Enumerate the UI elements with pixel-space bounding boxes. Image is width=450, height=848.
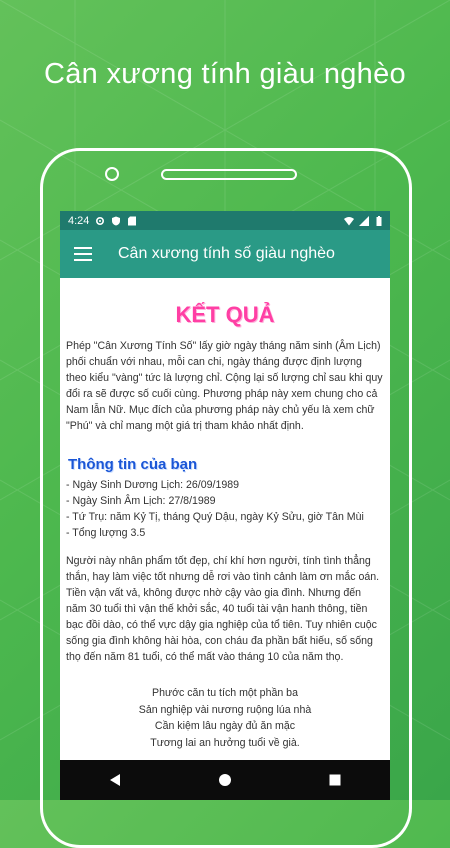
home-icon[interactable] <box>217 772 233 788</box>
gear-icon <box>95 216 105 226</box>
result-content[interactable] <box>60 278 390 751</box>
total-weight-line: - Tổng lượng 3.5 <box>66 527 146 539</box>
poem-line: Sản nghiệp vài nương ruộng lúa nhà <box>138 703 312 716</box>
poem-line: Phước căn tu tích một phần ba <box>152 687 298 699</box>
phone-camera <box>105 167 119 181</box>
info-heading: Thông tin của bạn <box>68 456 198 473</box>
status-bar <box>60 211 390 230</box>
intro-paragraph: Phép "Cân Xương Tính Số" lấy giờ ngày tháng năm sinh (Âm Lịch) phối chuẩn với nhau, mỗi can chi, ngày tháng được định lượng theo kiểu "vàng" tức là lượng chỉ. Cộng lại số lượng chỉ sau khi quy đổi ra sẽ được số cuối cùng. Phương pháp này xem chung cho cả Nam lẫn Nữ. Mục đích của phương pháp này chủ yếu là xem chữ "Phú" và chỉ mang một giá trị tham khảo nhất định. <box>66 340 383 432</box>
app-bar <box>60 230 390 278</box>
promo-headline: Cân xương tính giàu nghèo <box>44 58 406 90</box>
phone-speaker <box>161 169 297 180</box>
fortune-poem <box>66 685 384 751</box>
app-bar-title: Cân xương tính số giàu nghèo <box>118 245 335 262</box>
shield-icon <box>111 216 121 226</box>
sd-card-icon <box>127 216 137 226</box>
result-heading: KẾT QUẢ <box>175 302 275 327</box>
back-icon[interactable] <box>107 772 123 788</box>
poem-line: Tương lai an hưởng tuổi về già. <box>150 736 300 749</box>
solar-birthdate-line: - Ngày Sinh Dương Lịch: 26/09/1989 <box>66 479 240 491</box>
navigation-bar <box>60 760 390 800</box>
phone-screen <box>60 211 390 800</box>
four-pillars-line: - Tứ Trụ: năm Kỷ Tị, tháng Quý Dậu, ngày Kỷ Sửu, giờ Tân Mùi <box>66 511 364 523</box>
poem-line: Cần kiệm lâu ngày đủ ăn mặc <box>154 720 296 732</box>
battery-icon <box>374 216 384 226</box>
hamburger-menu-icon[interactable] <box>74 247 92 261</box>
status-time: 4:24 <box>68 214 90 227</box>
lunar-birthdate-line: - Ngày Sinh Âm Lịch: 27/8/1989 <box>66 495 216 507</box>
signal-icon <box>359 216 369 226</box>
wifi-icon <box>344 216 354 226</box>
recents-icon[interactable] <box>327 772 343 788</box>
fortune-description: Người này nhân phẩm tốt đẹp, chí khí hơn người, tính tình thẳng thắn, hay làm việc tốt nhưng dễ rơi vào tình cảnh làm ơn mắc oán. Tiền vận vất vả, không được nhờ cậy vào gia đình. Nhưng đến năm 30 tuổi thì vận thế khởi sắc, 40 tuổi tài vận hanh thông, tiền bạc đồi dào, có thể vực dậy gia nghiệp của tổ tiên. Tuy nhiên cuộc sống gia đình không hài hòa, con cháu đa phần bất hiếu, số sống thọ đến năm 81 tuổi, có thể mất vào tháng 10 của năm thọ. <box>66 555 380 663</box>
